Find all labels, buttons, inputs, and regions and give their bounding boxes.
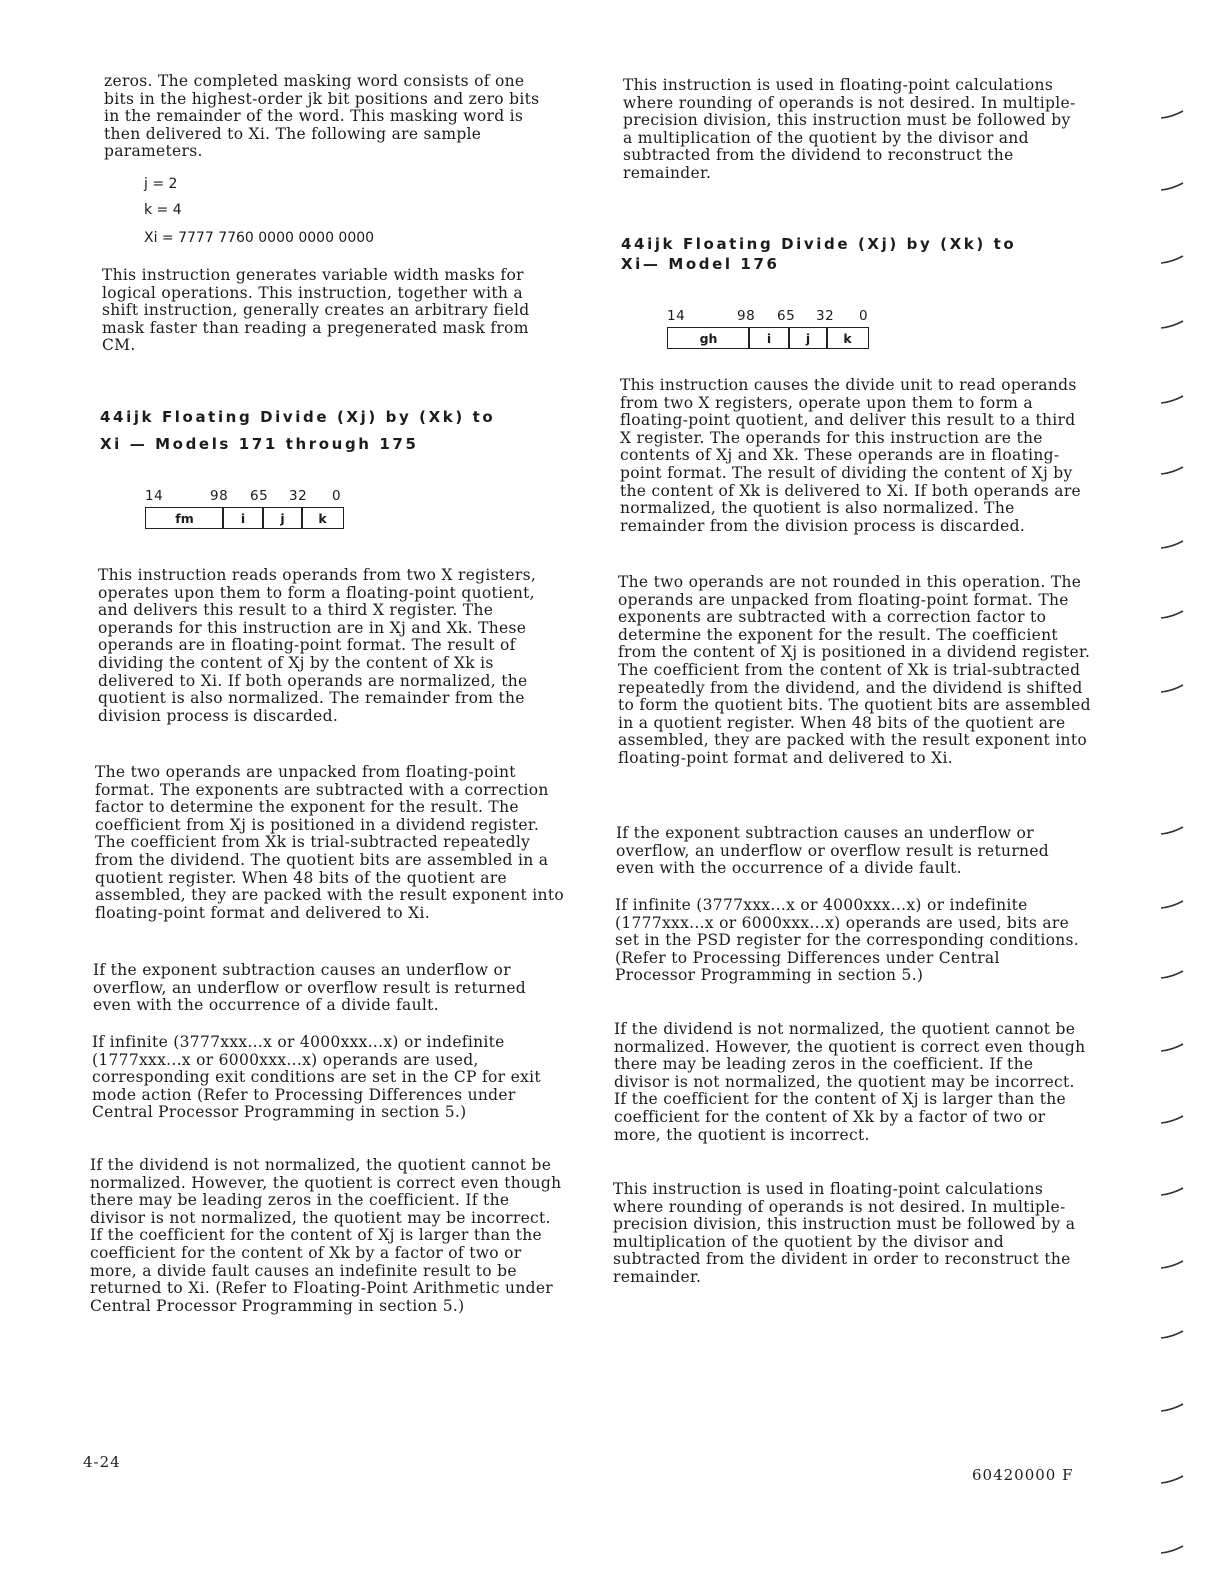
- body-paragraph: This instruction causes the divide unit to read operands from two X registers, operate upon them to form a floating-point quotient, and deliver this result to a third X register. The operands for this instruction are the contents of Xj and Xk. These operands are in floating-point format. The result of dividing the content of Xj by the content of Xk is delivered to Xi. If both operands are normalized, the quotient is also normalized. The remainder from the division process is discarded.: [620, 376, 1082, 535]
- bit-label: 14: [145, 488, 164, 504]
- instruction-format-diagram: [667, 308, 877, 358]
- body-paragraph: If the exponent subtraction causes an underflow or overflow, an underflow or overflow result is returned even with the occurrence of a divide fault.: [616, 824, 1050, 878]
- binder-mark: [1160, 1115, 1184, 1125]
- binder-mark: [1160, 1545, 1184, 1555]
- field-j: j: [262, 507, 303, 529]
- binder-mark: [1160, 826, 1184, 836]
- field-i: i: [748, 327, 790, 349]
- section-heading-171-175: 44ijk Floating Divide (Xj) by (Xk) to Xi — Models 171 through 175: [100, 408, 496, 453]
- intro-paragraph: This instruction is used in floating-point calculations where rounding of operands is not desired. In multiple-precision division, this instruction must be followed by a multiplication of the quotient by the divisor and subtracted from the dividend to reconstruct the remainder.: [623, 76, 1076, 182]
- binder-mark: [1160, 255, 1184, 265]
- document-number: 60420000 F: [972, 1466, 1074, 1484]
- param-j: j = 2: [144, 176, 178, 192]
- binder-mark: [1160, 320, 1184, 330]
- body-paragraph: If the dividend is not normalized, the quotient cannot be normalized. However, the quotient is correct even though there may be leading zeros in the coefficient. If the divisor is not normalized, the quotient may be incorrect. If the coefficient for the content of Xj is larger than the coefficient for the content of Xk by a factor of two or more, a divide fault causes an indefinite result to be returned to Xi. (Refer to Floating-Point Arithmetic under Central Processor Programming in section 5.): [90, 1156, 562, 1315]
- body-paragraph: If infinite (3777xxx...x or 4000xxx...x) or indefinite (1777xxx...x or 6000xxx...x) operands are used, corresponding exit conditions are set in the CP for exit mode action (Refer to Processing Differences under Central Processor Programming in section 5.): [92, 1033, 541, 1122]
- binder-mark: [1160, 1330, 1184, 1340]
- field-k: k: [301, 507, 344, 529]
- bit-label: 98: [737, 308, 756, 324]
- param-xi: Xi = 7777 7760 0000 0000 0000: [144, 230, 375, 246]
- bit-label: 65: [777, 308, 796, 324]
- bit-label: 0: [332, 488, 342, 504]
- body-paragraph: If the exponent subtraction causes an underflow or overflow, an underflow or overflow result is returned even with the occurrence of a divide fault.: [93, 961, 527, 1015]
- binder-mark: [1160, 540, 1184, 550]
- binder-mark: [1160, 1187, 1184, 1197]
- binder-mark: [1160, 900, 1184, 910]
- binder-mark: [1160, 1260, 1184, 1270]
- body-paragraph: The two operands are unpacked from floating-point format. The exponents are subtracted with a correction factor to determine the exponent for the result. The coefficient from Xj is positioned in a dividend register. The coefficient from Xk is trial-subtracted repeatedly from the dividend. The quotient bits are assembled in a quotient register. When 48 bits of the quotient are assembled, they are packed with the result exponent into floating-point format and delivered to Xi.: [95, 763, 564, 922]
- bit-label: 14: [667, 308, 686, 324]
- bit-label: 0: [859, 308, 869, 324]
- binder-mark: [1160, 110, 1184, 120]
- field-j: j: [788, 327, 828, 349]
- bit-label: 32: [289, 488, 308, 504]
- binder-mark: [1160, 1403, 1184, 1413]
- instruction-format-diagram: [145, 488, 345, 538]
- binder-mark: [1160, 1043, 1184, 1053]
- binder-mark: [1160, 466, 1184, 476]
- body-paragraph: This instruction reads operands from two X registers, operates upon them to form a floating-point quotient, and delivers this result to a third X register. The operands for this instruction are in Xj and Xk. These operands are in floating-point format. The result of dividing the content of Xj by the content of Xk is delivered to Xi. If both operands are normalized, the quotient is also normalized. The remainder from the division process is discarded.: [98, 566, 537, 725]
- binder-mark: [1160, 970, 1184, 980]
- field-k: k: [826, 327, 869, 349]
- intro-paragraph: zeros. The completed masking word consists of one bits in the highest-order jk bit positions and zero bits in the remainder of the word. This masking word is then delivered to Xi. The following are sample parameters.: [104, 72, 540, 161]
- field-fm: fm: [145, 507, 224, 529]
- binder-mark: [1160, 182, 1184, 192]
- param-k: k = 4: [144, 202, 182, 218]
- bit-label: 32: [816, 308, 835, 324]
- binder-mark: [1160, 1475, 1184, 1485]
- binder-mark: [1160, 684, 1184, 694]
- body-paragraph: This instruction is used in floating-point calculations where rounding of operands is not desired. In multiple-precision division, this instruction must be followed by a multiplication of the quotient by the divisor and subtracted from the divident in order to reconstruct the remainder.: [613, 1180, 1076, 1286]
- body-paragraph: If the dividend is not normalized, the quotient cannot be normalized. However, the quotient is correct even though there may be leading zeros in the coefficient. If the divisor is not normalized, the quotient may be incorrect. If the coefficient for the content of Xj is larger than the coefficient for the content of Xk by a factor of two or more, the quotient is incorrect.: [614, 1020, 1086, 1144]
- body-paragraph: The two operands are not rounded in this operation. The operands are unpacked from floating-point format. The exponents are subtracted with a correction factor to determine the exponent for the result. The coefficient from the content of Xj is positioned in a dividend register. The coefficient from the content of Xk is trial-subtracted repeatedly from the dividend, and the dividend is shifted to form the quotient bits. The quotient bits are assembled in a quotient register. When 48 bits of the quotient are assembled, they are packed with the result exponent into floating-point format and delivered to Xi.: [618, 573, 1091, 767]
- bit-label: 98: [210, 488, 229, 504]
- body-paragraph: If infinite (3777xxx...x or 4000xxx...x) or indefinite (1777xxx...x or 6000xxx...x) operands are used, bits are set in the PSD register for the corresponding conditions. (Refer to Processing Differences under Central Processor Programming in section 5.): [615, 896, 1079, 985]
- page-number: 4-24: [83, 1453, 121, 1471]
- field-gh: gh: [667, 327, 750, 349]
- mask-paragraph: This instruction generates variable width masks for logical operations. This instruction, together with a shift instruction, generally creates an arbitrary field mask faster than reading a pregenerated mask from CM.: [102, 266, 530, 355]
- section-heading-176: 44ijk Floating Divide (Xj) by (Xk) to Xi— Model 176: [621, 235, 1017, 273]
- bit-label: 65: [250, 488, 269, 504]
- field-i: i: [222, 507, 264, 529]
- binder-mark: [1160, 395, 1184, 405]
- binder-mark: [1160, 610, 1184, 620]
